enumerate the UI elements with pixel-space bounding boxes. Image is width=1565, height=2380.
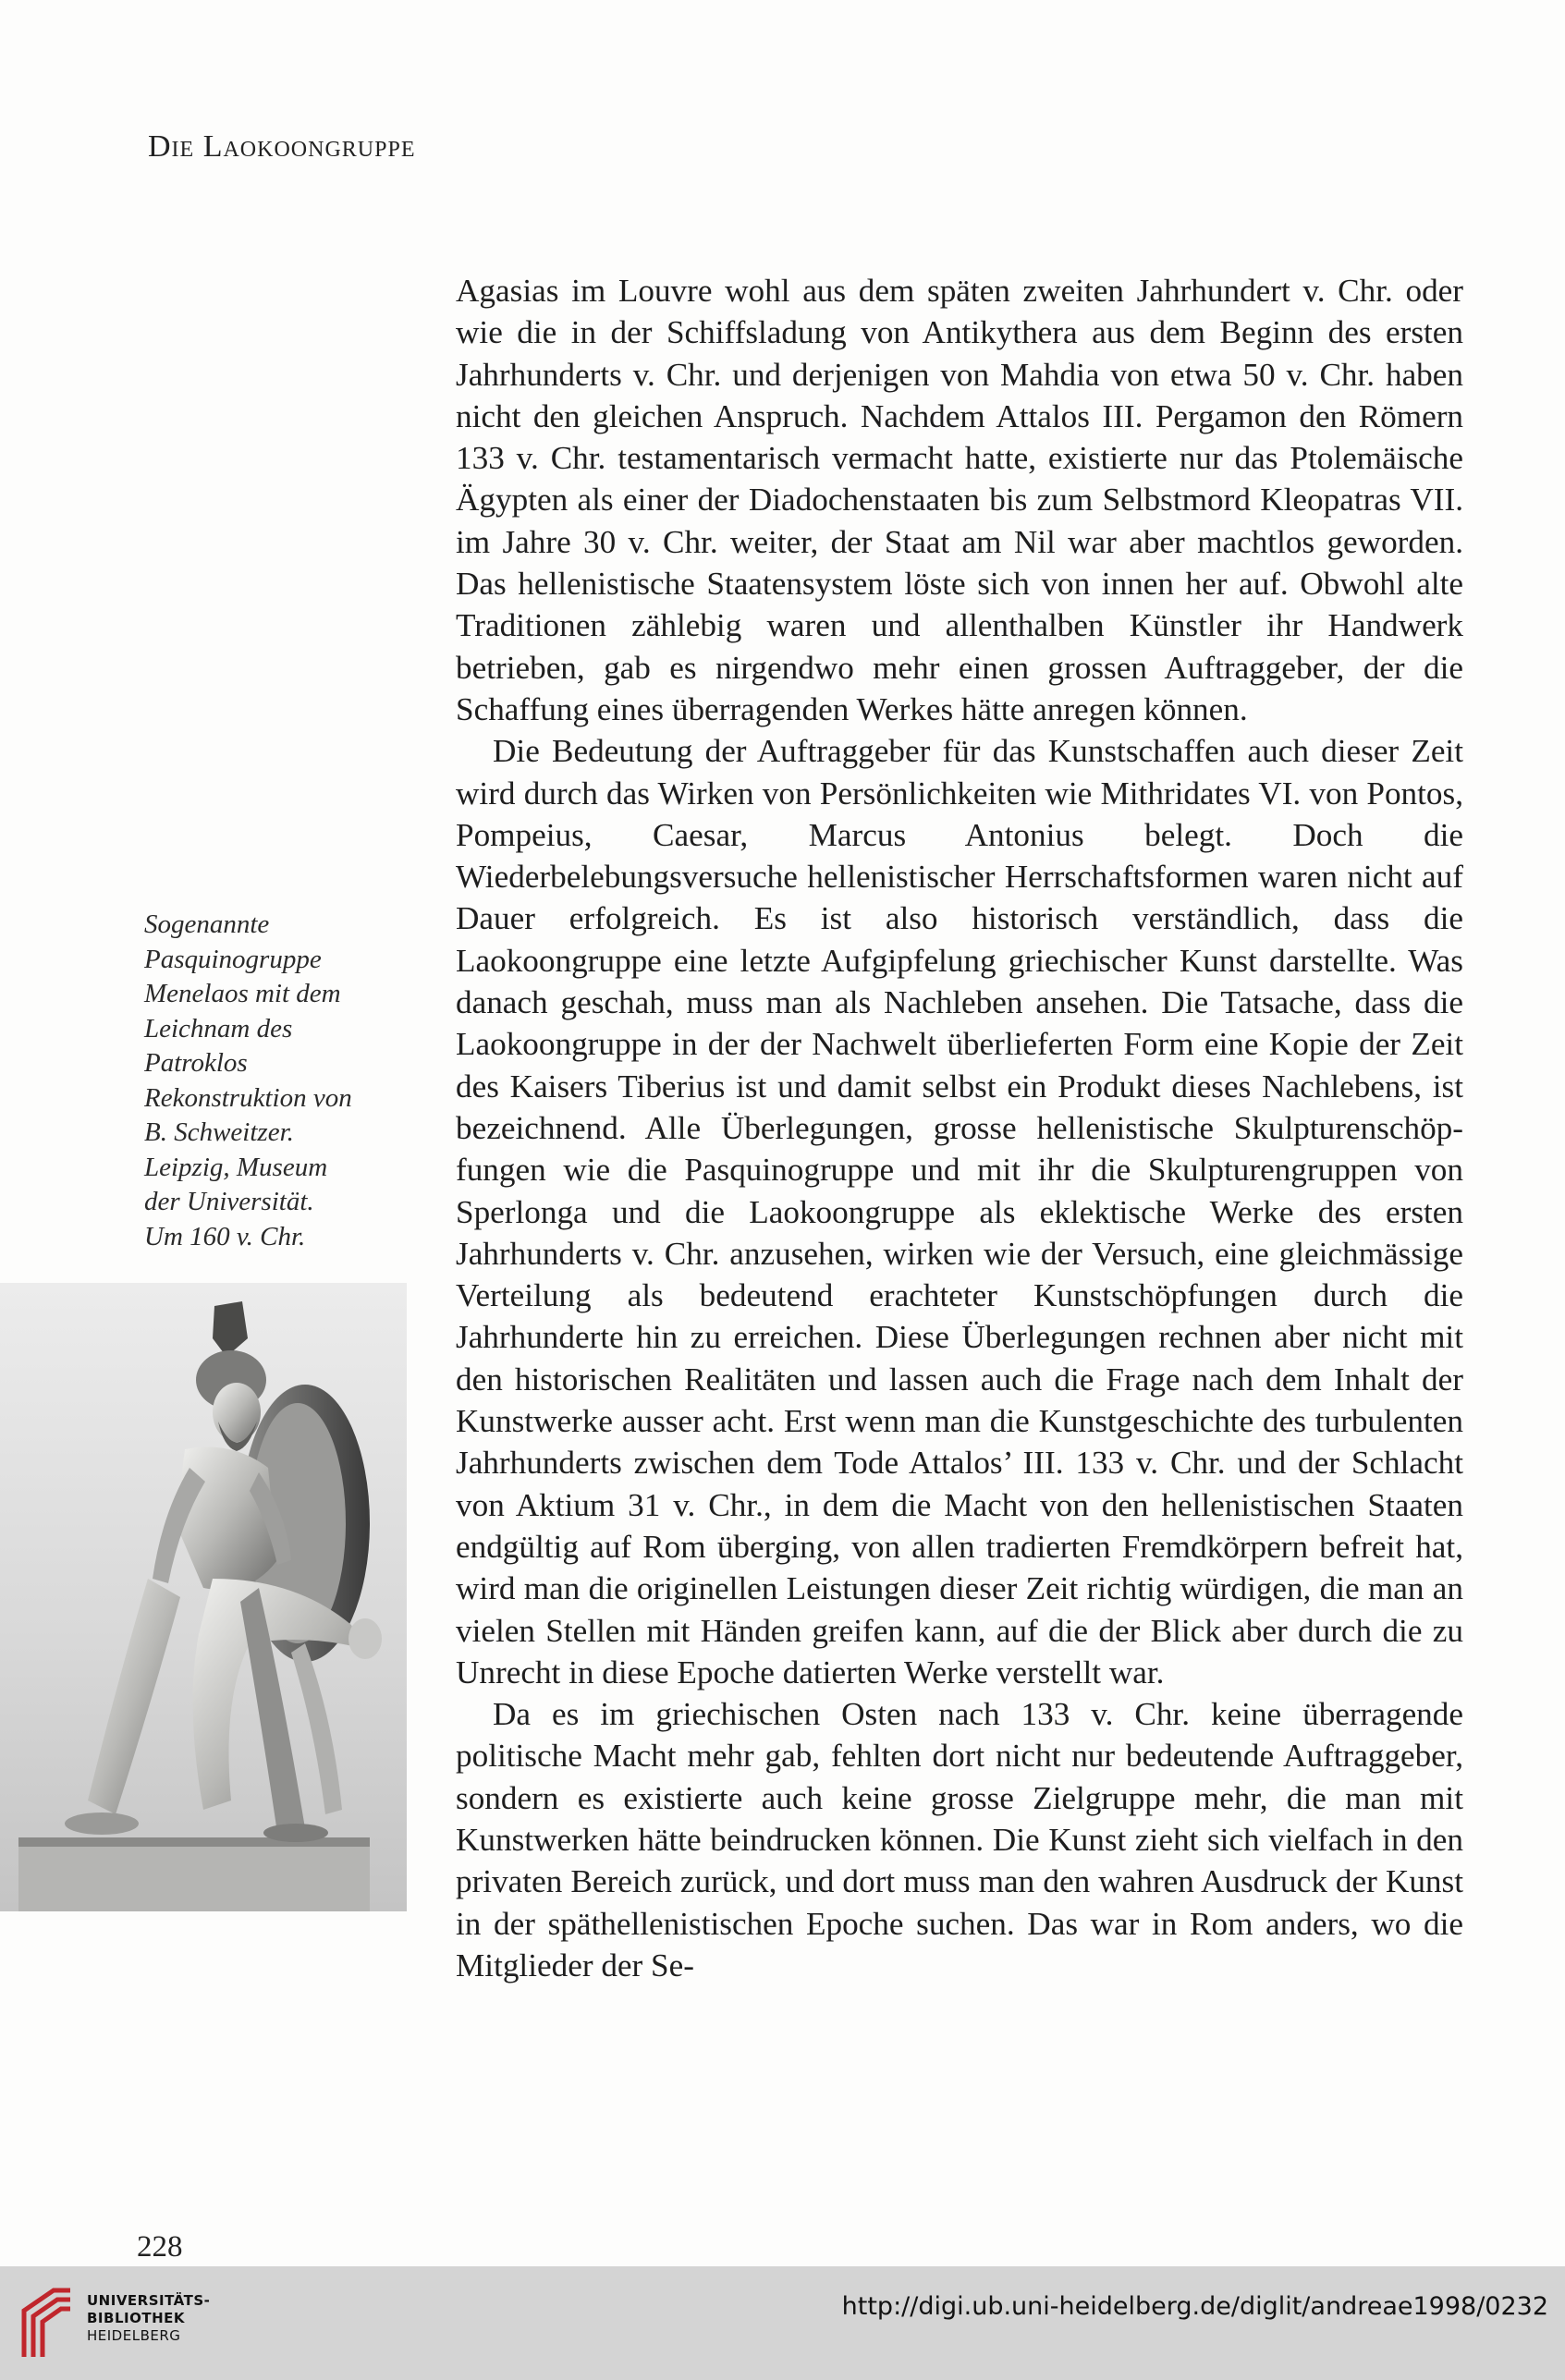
library-name-line: BIBLIOTHEK [87, 2310, 185, 2326]
library-name [87, 2292, 210, 2345]
caption-line: B. Schweitzer. [144, 1117, 294, 1147]
paragraph: Agasias im Louvre wohl aus dem späten zweiten Jahrhundert v. Chr. oder wie die in der Schiffsladung von Antikythera aus dem Beginn des ersten Jahrhunderts v. Chr. und derjenigen von Mahdia von etwa 50 v. Chr. haben nicht den gleichen Anspruch. Nachdem Attalos III. Pergamon den Römern 133 v. Chr. testamentarisch vermacht hatte, existierte nur das Ptolemäische Ägypten als einer der Diadochenstaaten bis zum Selbstmord Kleopatras VII. im Jahre 30 v. Chr. weiter, der Staat am Nil war aber machtlos geworden. Das hellenistische Staatensystem löste sich von innen her auf. Obwohl alte Traditionen zählebig waren und allenthalben Künstler ihr Handwerk betrieben, gab es nirgendwo mehr einen grossen Auftraggeber, der die Schaffung eines überragenden Werkes hätte anregen können. [456, 273, 1463, 727]
caption-line: Pasquinogruppe [144, 944, 322, 974]
caption-line: Menelaos mit dem [144, 979, 341, 1008]
running-head: Die Laokoongruppe [148, 129, 416, 164]
library-name-line: HEIDELBERG [87, 2327, 181, 2344]
sculpture-photo [0, 1283, 407, 1911]
caption-line: Leipzig, Museum [144, 1152, 328, 1182]
digitization-footer [0, 2266, 1565, 2380]
caption-line: Leichnam des [144, 1013, 293, 1044]
ub-heidelberg-logo-icon [17, 2283, 76, 2362]
caption-line: Um 160 v. Chr. [144, 1221, 306, 1251]
paragraph: Da es im griechischen Osten nach 133 v. Chr. keine überragende politische Macht mehr gab, fehlten dort nicht nur bedeutende Auftraggeber, sondern es existierte auch keine grosse Zielgruppe mehr, die man mit Kunstwerken hätte beindrucken können. Die Kunst zieht sich vielfach in den privaten Bereich zurück, und dort muss man den wahren Ausdruck der Kunst in der späthellenistischen Epoche suchen. Das war in Rom anders, wo die Mitglieder der Se- [456, 1696, 1463, 1983]
library-name-line: UNIVERSITÄTS- [87, 2292, 211, 2309]
source-url-link[interactable]: http://digi.ub.uni-heidelberg.de/diglit/andreae1998/0232 [841, 2292, 1548, 2321]
figure-caption [144, 908, 412, 1254]
paragraph: Die Bedeutung der Auftraggeber für das Kunstschaffen auch dieser Zeit wird durch das Wirken von Persönlichkeiten wie Mithridates VI. von Pontos, Pompeius, Caesar, Marcus Antonius belegt. Doch die Wiederbelebungsversuche hellenistischer Herrschaftsformen waren nicht auf Dauer erfolgreich. Es ist also historisch verständlich, dass die Laokoongruppe eine letzte Aufgipfelung griechischer Kunst darstellte. Was danach geschah, muss man als Nachleben ansehen. Die Tatsache, dass die Laokoongruppe in der der Nachwelt überlieferten Form eine Kopie der Zeit des Kaisers Tiberius ist und damit selbst ein Produkt dieses Nachlebens, ist bezeichnend. Alle Überlegungen, grosse hellenistische Skulpturenschöpfungen wie die Pasquinogruppe und mit ihr die Skulpturengruppen von Sperlonga und die Laokoongruppe als eklektische Werke des ersten Jahrhunderts v. Chr. anzusehen, wirken wie der Versuch, eine gleichmässige Verteilung als bedeutend erachteter Kunstschöpfungen durch die Jahrhunderte hin zu erreichen. Diese Überlegungen rechnen aber nicht mit den historischen Realitäten und lassen auch die Frage nach dem Inhalt der Kunstwerke ausser acht. Erst wenn man die Kunstgeschichte des turbulenten Jahrhunderts zwischen dem Tode Attalos’ III. 133 v. Chr. und der Schlacht von Aktium 31 v. Chr., in dem die Macht von den hellenistischen Staaten endgültig auf Rom überging, von allen tradierten Fremdkörpern befreit hat, wird man die originellen Leistungen dieser Zeit richtig würdigen, die man an vielen Stellen mit Händen greifen kann, auf die der Blick aber durch die zu Unrecht in diese Epoche datierten Werke verstellt war. [456, 733, 1463, 1690]
caption-line: Rekonstruktion von [144, 1082, 352, 1113]
statue-illustration [0, 1283, 407, 1911]
caption-line: der Universität. [144, 1187, 314, 1216]
body-text [456, 270, 1463, 1986]
caption-line: Sogenannte [144, 909, 270, 939]
caption-line: Patroklos [144, 1048, 248, 1078]
page-number: 228 [137, 2230, 183, 2264]
